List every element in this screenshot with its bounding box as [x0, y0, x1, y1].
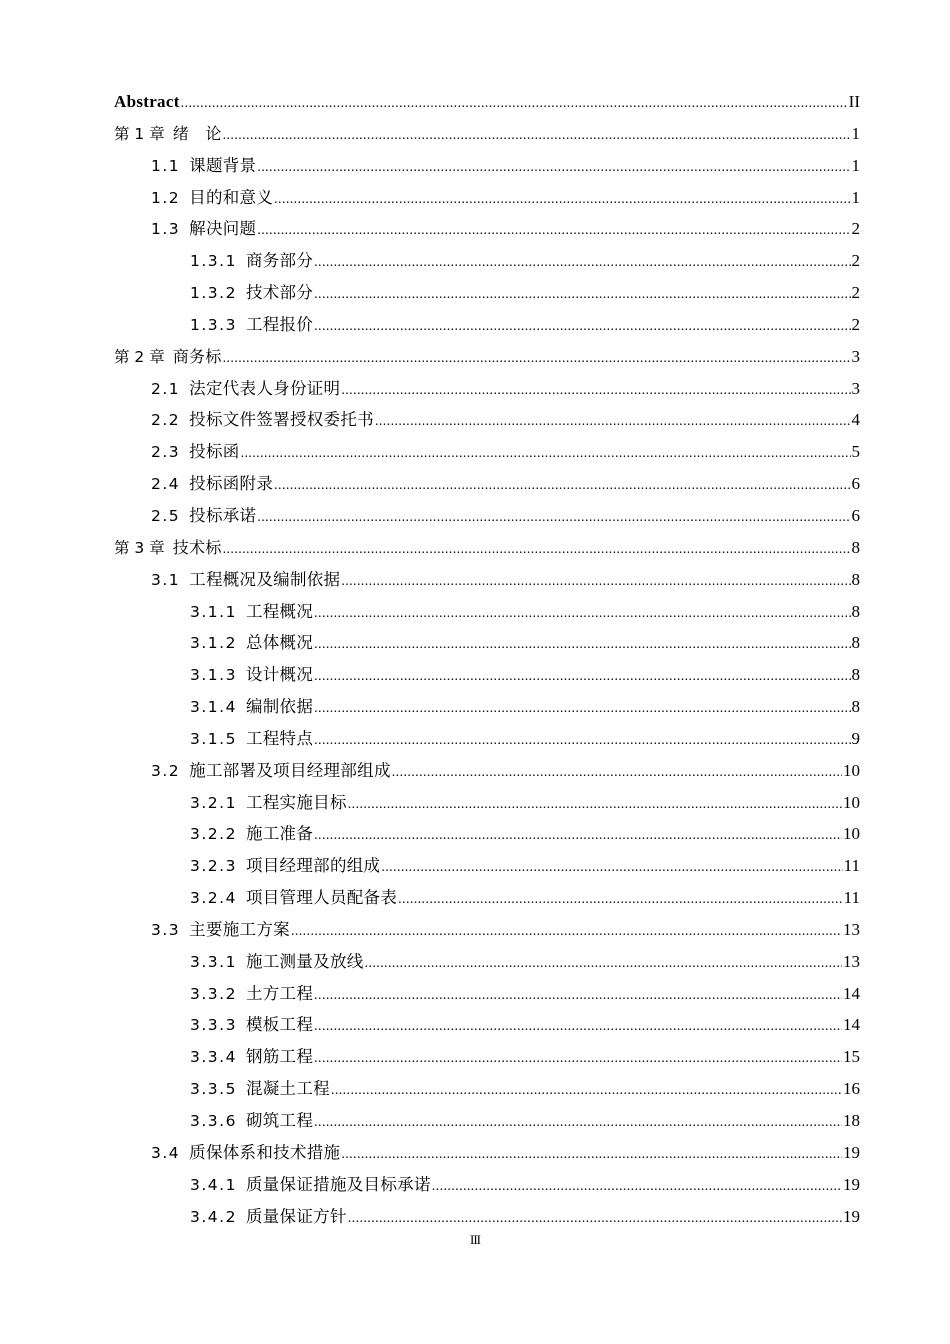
toc-entry-title: 施工部署及项目经理部组成	[189, 760, 391, 780]
toc-dot-leader	[432, 1171, 842, 1203]
toc-entry-page: II	[848, 92, 860, 111]
toc-entry[interactable]	[114, 659, 860, 691]
toc-entry-page: 19	[843, 1174, 860, 1194]
toc-entry[interactable]	[114, 1137, 860, 1169]
toc-entry-title: 编制依据	[245, 697, 314, 717]
toc-dot-leader	[257, 215, 850, 247]
toc-entry-number: 3.2.2	[190, 825, 237, 844]
toc-entry-page: 14	[843, 983, 860, 1003]
toc-entry[interactable]	[114, 564, 860, 596]
toc-dot-leader	[314, 1011, 842, 1043]
toc-entry[interactable]	[114, 1073, 860, 1105]
toc-entry[interactable]	[114, 532, 860, 564]
toc-dot-leader	[241, 438, 851, 470]
toc-dot-leader	[274, 470, 850, 502]
toc-entry-title: 课题背景	[189, 155, 257, 175]
toc-entry-number: 3.3.3	[190, 1016, 237, 1035]
toc-entry[interactable]	[114, 787, 860, 819]
toc-dot-leader	[223, 120, 851, 152]
toc-entry-page: 8	[851, 633, 860, 653]
toc-entry-number: 第 2 章	[114, 347, 165, 366]
toc-entry-number: 2.2	[151, 411, 181, 430]
toc-dot-leader	[291, 916, 842, 948]
toc-entry-number: 3.3.1	[190, 952, 237, 971]
toc-entry-page: 1	[851, 187, 860, 207]
toc-entry-page: 13	[843, 919, 860, 939]
toc-entry[interactable]	[114, 436, 860, 468]
toc-entry-title: 施工测量及放线	[245, 951, 364, 971]
toc-entry-title: 施工准备	[245, 824, 314, 844]
toc-dot-leader	[274, 184, 850, 216]
toc-entry[interactable]	[114, 1105, 860, 1137]
toc-dot-leader	[314, 725, 850, 757]
toc-dot-leader	[314, 980, 842, 1012]
table-of-contents	[114, 86, 860, 1232]
toc-entry-number: 2.1	[151, 379, 181, 398]
toc-entry-page: 19	[843, 1142, 860, 1162]
toc-entry[interactable]	[114, 1201, 860, 1233]
toc-dot-leader	[314, 598, 850, 630]
toc-entry-number: 3.3	[151, 920, 181, 939]
toc-entry-page: 1	[851, 155, 860, 175]
toc-entry-page: 6	[851, 474, 860, 494]
toc-dot-leader	[375, 406, 851, 438]
toc-entry[interactable]	[114, 850, 860, 882]
toc-dot-leader	[181, 88, 848, 120]
toc-dot-leader	[314, 279, 850, 311]
toc-entry-page: 8	[851, 697, 860, 717]
toc-entry-number: 3.4.1	[190, 1175, 237, 1194]
toc-entry[interactable]	[114, 882, 860, 914]
toc-entry[interactable]	[114, 1169, 860, 1201]
toc-dot-leader	[314, 693, 850, 725]
toc-entry-number: 3.2	[151, 761, 181, 780]
toc-entry-title: 工程概况	[245, 601, 314, 621]
toc-entry-title: 钢筋工程	[245, 1047, 314, 1067]
toc-entry-number: 3.3.4	[190, 1048, 237, 1067]
toc-entry[interactable]	[114, 341, 860, 373]
toc-entry-page: 1	[851, 123, 860, 143]
toc-dot-leader	[381, 852, 842, 884]
toc-entry-number: 3.3.6	[190, 1112, 237, 1130]
toc-entry-number: 1.1	[151, 156, 181, 175]
toc-entry[interactable]	[114, 1009, 860, 1041]
toc-entry-title: 投标承诺	[189, 505, 257, 525]
toc-entry[interactable]	[114, 150, 860, 182]
toc-entry-number: 第 1 章	[114, 124, 165, 143]
toc-entry-page: 11	[843, 888, 860, 908]
toc-entry-title: 商务部分	[245, 251, 314, 271]
toc-entry-page: 5	[851, 442, 860, 462]
page-number: III	[470, 1232, 480, 1247]
toc-entry-number: 1.3	[151, 220, 181, 239]
toc-dot-leader	[314, 629, 850, 661]
toc-entry-page: 6	[851, 505, 860, 525]
toc-entry[interactable]	[114, 245, 860, 277]
toc-entry-page: 15	[843, 1047, 860, 1067]
toc-entry-title: 投标文件签署授权委托书	[189, 410, 374, 430]
toc-entry[interactable]	[114, 86, 860, 118]
toc-entry-number: 3.2.4	[190, 889, 237, 908]
toc-entry[interactable]	[114, 978, 860, 1010]
toc-entry[interactable]	[114, 596, 860, 628]
toc-entry-title: 工程特点	[245, 728, 314, 748]
toc-entry-title: 工程概况及编制依据	[189, 569, 341, 589]
toc-entry[interactable]	[114, 404, 860, 436]
toc-entry-title: 绪 论	[172, 123, 222, 143]
toc-dot-leader	[314, 247, 850, 279]
toc-entry-title: 质量保证措施及目标承诺	[245, 1174, 431, 1194]
toc-dot-leader	[223, 343, 851, 375]
toc-dot-leader	[341, 1139, 842, 1171]
toc-entry-title: 模板工程	[245, 1015, 314, 1035]
toc-entry-page: 11	[843, 856, 860, 876]
toc-dot-leader	[348, 1203, 842, 1235]
toc-entry-number: 3.2.3	[190, 857, 237, 876]
toc-dot-leader	[341, 566, 850, 598]
toc-entry-page: 10	[843, 824, 860, 844]
toc-entry[interactable]	[114, 691, 860, 723]
toc-entry-number: 3.1.1	[190, 602, 237, 621]
toc-entry-number: 3.3.5	[190, 1080, 237, 1099]
toc-dot-leader	[257, 152, 850, 184]
toc-dot-leader	[314, 1043, 842, 1075]
toc-entry[interactable]	[114, 723, 860, 755]
toc-dot-leader	[314, 311, 850, 343]
toc-entry-title: 项目经理部的组成	[245, 856, 381, 876]
toc-dot-leader	[314, 661, 850, 693]
toc-entry-title: 技术标	[172, 537, 222, 557]
toc-dot-leader	[392, 757, 842, 789]
toc-entry-page: 9	[851, 728, 860, 748]
toc-entry-number: 3.4	[151, 1143, 181, 1162]
toc-entry-page: 8	[851, 569, 860, 589]
toc-entry[interactable]	[114, 755, 860, 787]
toc-entry-number: 1.3.1	[190, 252, 237, 271]
toc-entry-number: 3.4.2	[190, 1207, 237, 1226]
toc-entry-number: 3.2.1	[190, 793, 237, 812]
toc-entry-number: 3.3.2	[190, 984, 237, 1003]
toc-entry[interactable]	[114, 213, 860, 245]
toc-entry[interactable]	[114, 182, 860, 214]
toc-dot-leader	[348, 789, 842, 821]
toc-entry-page: 8	[851, 665, 860, 685]
toc-dot-leader	[398, 884, 842, 916]
toc-entry[interactable]	[114, 946, 860, 978]
toc-entry-page: 13	[843, 951, 860, 971]
toc-entry-title: 砌筑工程	[245, 1111, 314, 1130]
toc-entry-number: 1.3.2	[190, 284, 237, 303]
toc-entry-title: 商务标	[172, 346, 222, 366]
toc-entry[interactable]	[114, 1041, 860, 1073]
toc-entry-title: 技术部分	[245, 283, 314, 303]
toc-entry-number: 3.1.5	[190, 729, 237, 748]
toc-entry-page: 2	[851, 251, 860, 271]
toc-entry-title: 项目管理人员配备表	[245, 888, 398, 908]
toc-entry-title: Abstract	[114, 92, 180, 111]
toc-entry-title: 质保体系和技术措施	[189, 1142, 341, 1162]
toc-entry-title: 法定代表人身份证明	[189, 378, 341, 398]
toc-entry-number: 1.3.3	[190, 315, 237, 334]
toc-entry-number: 2.5	[151, 506, 181, 525]
toc-entry[interactable]	[114, 277, 860, 309]
toc-entry[interactable]	[114, 818, 860, 850]
toc-dot-leader	[223, 534, 851, 566]
toc-entry-page: 3	[851, 378, 860, 398]
toc-entry-page: 8	[851, 537, 860, 557]
toc-entry-title: 主要施工方案	[189, 919, 290, 939]
toc-entry-title: 解决问题	[189, 219, 257, 239]
toc-entry-page: 2	[851, 219, 860, 239]
toc-entry-title: 混凝土工程	[245, 1079, 330, 1099]
toc-entry-page: 3	[851, 346, 860, 366]
toc-entry-page: 16	[843, 1079, 860, 1099]
toc-entry-title: 土方工程	[245, 983, 314, 1003]
toc-entry[interactable]	[114, 500, 860, 532]
toc-entry-title: 目的和意义	[189, 187, 274, 207]
toc-dot-leader	[314, 1107, 842, 1139]
toc-dot-leader	[257, 502, 850, 534]
toc-entry[interactable]	[114, 627, 860, 659]
toc-entry-page: 19	[843, 1206, 860, 1226]
toc-dot-leader	[314, 820, 842, 852]
toc-entry-title: 工程实施目标	[245, 792, 347, 812]
toc-entry-number: 2.4	[151, 475, 181, 494]
toc-entry-title: 总体概况	[245, 633, 314, 653]
toc-entry-number: 第 3 章	[114, 538, 165, 557]
toc-entry[interactable]	[114, 914, 860, 946]
toc-entry-page: 2	[851, 314, 860, 334]
toc-entry-title: 投标函	[189, 442, 240, 462]
toc-entry[interactable]	[114, 118, 860, 150]
toc-entry-number: 2.3	[151, 443, 181, 462]
toc-entry-title: 质量保证方针	[245, 1206, 347, 1226]
toc-entry-title: 工程报价	[245, 314, 314, 334]
toc-entry-title: 投标函附录	[189, 474, 274, 494]
toc-entry-page: 10	[843, 760, 860, 780]
toc-dot-leader	[365, 948, 842, 980]
toc-dot-leader	[331, 1075, 842, 1107]
toc-entry-page: 8	[851, 601, 860, 621]
toc-entry[interactable]	[114, 309, 860, 341]
toc-entry-number: 1.2	[151, 188, 181, 207]
toc-entry-number: 3.1	[151, 570, 181, 589]
toc-entry-page: 2	[851, 283, 860, 303]
toc-entry[interactable]	[114, 373, 860, 405]
toc-entry-number: 3.1.2	[190, 634, 237, 653]
toc-entry-number: 3.1.3	[190, 666, 237, 685]
toc-entry-page: 18	[843, 1111, 860, 1130]
toc-dot-leader	[341, 375, 850, 407]
toc-entry-page: 4	[851, 410, 860, 430]
toc-entry-page: 10	[843, 792, 860, 812]
toc-entry-page: 14	[843, 1015, 860, 1035]
toc-entry[interactable]	[114, 468, 860, 500]
toc-entry-title: 设计概况	[245, 665, 314, 685]
toc-entry-number: 3.1.4	[190, 698, 237, 717]
